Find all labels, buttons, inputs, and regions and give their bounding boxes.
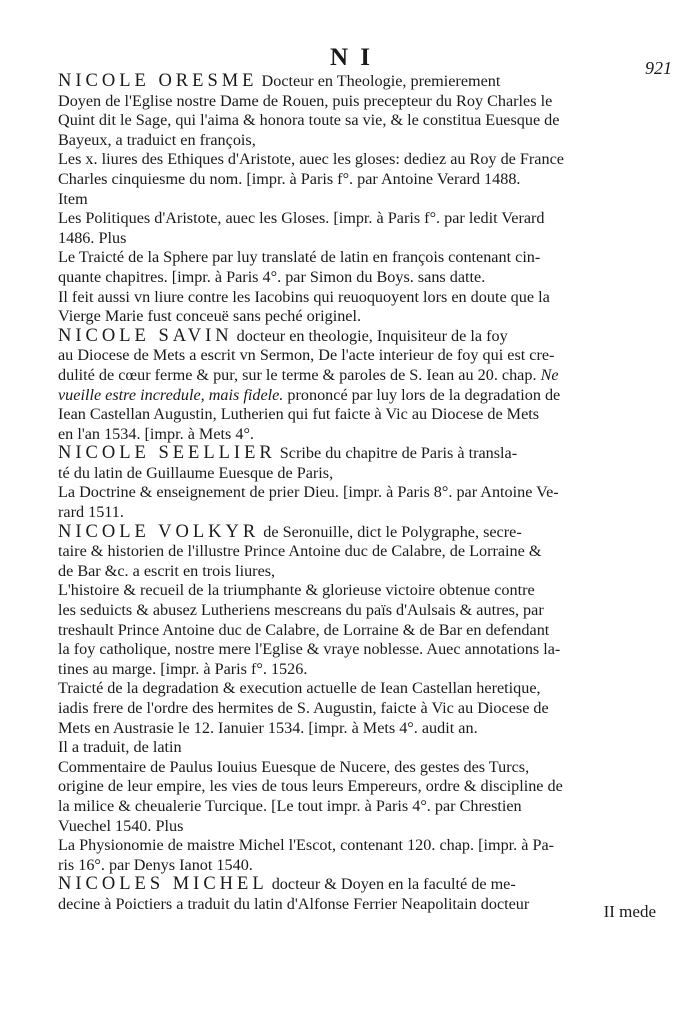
line-text: Il a traduit, de latin [58,738,182,757]
italic-text: Ne [540,365,559,384]
line-text: les seduicts & abusez Lutheriens mescreans du païs d'Aulsais & autres, par [58,601,544,620]
line-text: La Doctrine & enseignement de prier Dieu. [impr. à Paris 8°. par Antoine Ve- [58,483,559,502]
line-text: prononcé par luy lors de la degradation de [287,385,561,404]
line-text: L'histoire & recueil de la triumphante & glorieuse victoire obtenue contre [58,581,535,600]
text-line [58,366,678,386]
line-text: Mets en Austrasie le 12. Ianuier 1534. [impr. à Mets 4°. audit an. [58,718,478,737]
line-text: iadis frere de l'ordre des hermites de S. Augustin, faicte à Vic au Diocese de [58,699,549,717]
text-line [58,92,678,112]
text-line [58,288,678,308]
text-line [58,679,678,699]
line-text: decine à Poictiers a traduit du latin d'Alfonse Ferrier Neapolitain docteur [58,894,530,913]
text-line [58,895,678,915]
text-line [58,523,678,543]
line-text: en l'an 1534. [impr. à Mets 4°. [58,424,254,443]
line-text: Les Politiques d'Aristote, auec les Gloses. [impr. à Paris f°. par ledit Verard [58,209,545,228]
text-line [58,503,678,523]
text-line [58,699,678,719]
text-line [58,797,678,817]
line-text: Bayeux, a traduict en françois, [58,130,256,149]
line-text: docteur en theologie, Inquisiteur de la foy [236,326,508,345]
line-text: docteur & Doyen en la faculté de me- [271,875,516,894]
text-line [58,307,678,327]
text-line [58,660,678,680]
page-text [58,72,678,915]
text-line [58,562,678,582]
line-text: Vierge Marie fust conceuë sans peché originel. [58,307,362,326]
text-line [58,268,678,288]
page-number: 921 [645,58,672,78]
text-line [58,601,678,621]
text-line [58,190,678,210]
line-text: origine de leur empire, les vies de tous leurs Empereurs, ordre & discipline de [58,777,563,796]
line-text: la milice & cheualerie Turcique. [Le tout impr. à Paris 4°. par Chrestien [58,796,522,815]
text-line [58,621,678,641]
text-line [58,738,678,758]
text-line [58,875,678,895]
text-line [58,640,678,660]
text-line [58,836,678,856]
line-text: quante chapitres. [impr. à Paris 4°. par Simon du Boys. sans datte. [58,267,486,286]
line-text: Traicté de la degradation & execution actuelle de Iean Castellan heretique, [58,679,541,698]
running-head: N I [330,44,374,71]
text-line [58,425,678,445]
author-name: NICOLE SAVIN [58,326,233,346]
text-line [58,150,678,170]
text-line [58,464,678,484]
text-line [58,444,678,464]
line-text: Il feit aussi vn liure contre les Iacobins qui reuoquoyent lors en doute que la [58,287,550,306]
line-text: de Seronuille, dict le Polygraphe, secre- [263,522,522,541]
line-text: Scribe du chapitre de Paris à transla- [279,444,518,463]
text-line [58,719,678,739]
text-line [58,581,678,601]
author-name: NICOLE SEELLIER [58,444,276,464]
italic-text: vueille estre incredule, mais fidele. [58,385,284,404]
line-text: ris 16°. par Denys Ianot 1540. [58,855,253,874]
line-text: 1486. Plus [58,228,127,247]
line-text: Iean Castellan Augustin, Lutherien qui fut faicte à Vic au Diocese de Mets [58,405,540,424]
line-text: au Diocese de Mets a escrit vn Sermon, De l'acte interieur de foy qui est cre- [58,346,555,365]
line-text: treshault Prince Antoine duc de Calabre, de Lorraine & de Bar en defendant [58,620,550,639]
text-line [58,229,678,249]
line-text: Doyen de l'Eglise nostre Dame de Rouen, puis precepteur du Roy Charles le [58,91,553,110]
text-line [58,72,678,92]
line-text: de Bar &c. a escrit en trois liures, [58,561,276,580]
text-line [58,777,678,797]
line-text: taire & historien de l'illustre Prince Antoine duc de Calabre, de Lorraine & [58,542,542,561]
text-line [58,386,678,406]
line-text: Quint dit le Sage, qui l'aima & honora toute sa vie, & le constitua Euesque de [58,111,560,130]
line-text: Le Traicté de la Sphere par luy translaté de latin en françois contenant cin- [58,248,541,267]
text-line [58,327,678,347]
text-line [58,542,678,562]
line-text: la foy catholique, nostre mere l'Eglise & vraye noblesse. Auec annotations la- [58,640,561,659]
line-text: dulité de cœur ferme & pur, sur le terme & paroles de S. Iean au 20. chap. [58,365,537,384]
line-text: Charles cinquiesme du nom. [impr. à Paris f°. par Antoine Verard 1488. [58,169,521,188]
text-line [58,111,678,131]
line-text: rard 1511. [58,503,124,522]
text-line [58,856,678,876]
text-line [58,483,678,503]
line-text: Les x. liures des Ethiques d'Aristote, auec les gloses: dediez au Roy de France [58,150,564,169]
line-text: La Physionomie de maistre Michel l'Escot, contenant 120. chap. [impr. à Pa- [58,836,555,855]
line-text: Item [58,189,88,208]
text-line [58,405,678,425]
line-text: té du latin de Guillaume Euesque de Paris, [58,463,334,482]
line-text: Vuechel 1540. Plus [58,816,184,835]
text-line [58,209,678,229]
text-line [58,346,678,366]
text-line [58,170,678,190]
author-name: NICOLE ORESME [58,72,258,91]
catchword: II mede [603,902,656,921]
author-name: NICOLE VOLKYR [58,522,260,542]
text-line [58,817,678,837]
author-name: NICOLES MICHEL [58,875,268,895]
text-line [58,131,678,151]
text-line [58,758,678,778]
line-text: Docteur en Theologie, premierement [261,72,501,90]
line-text: Commentaire de Paulus Iouius Euesque de Nucere, des gestes des Turcs, [58,757,530,776]
text-line [58,248,678,268]
line-text: tines au marge. [impr. à Paris f°. 1526. [58,659,308,678]
